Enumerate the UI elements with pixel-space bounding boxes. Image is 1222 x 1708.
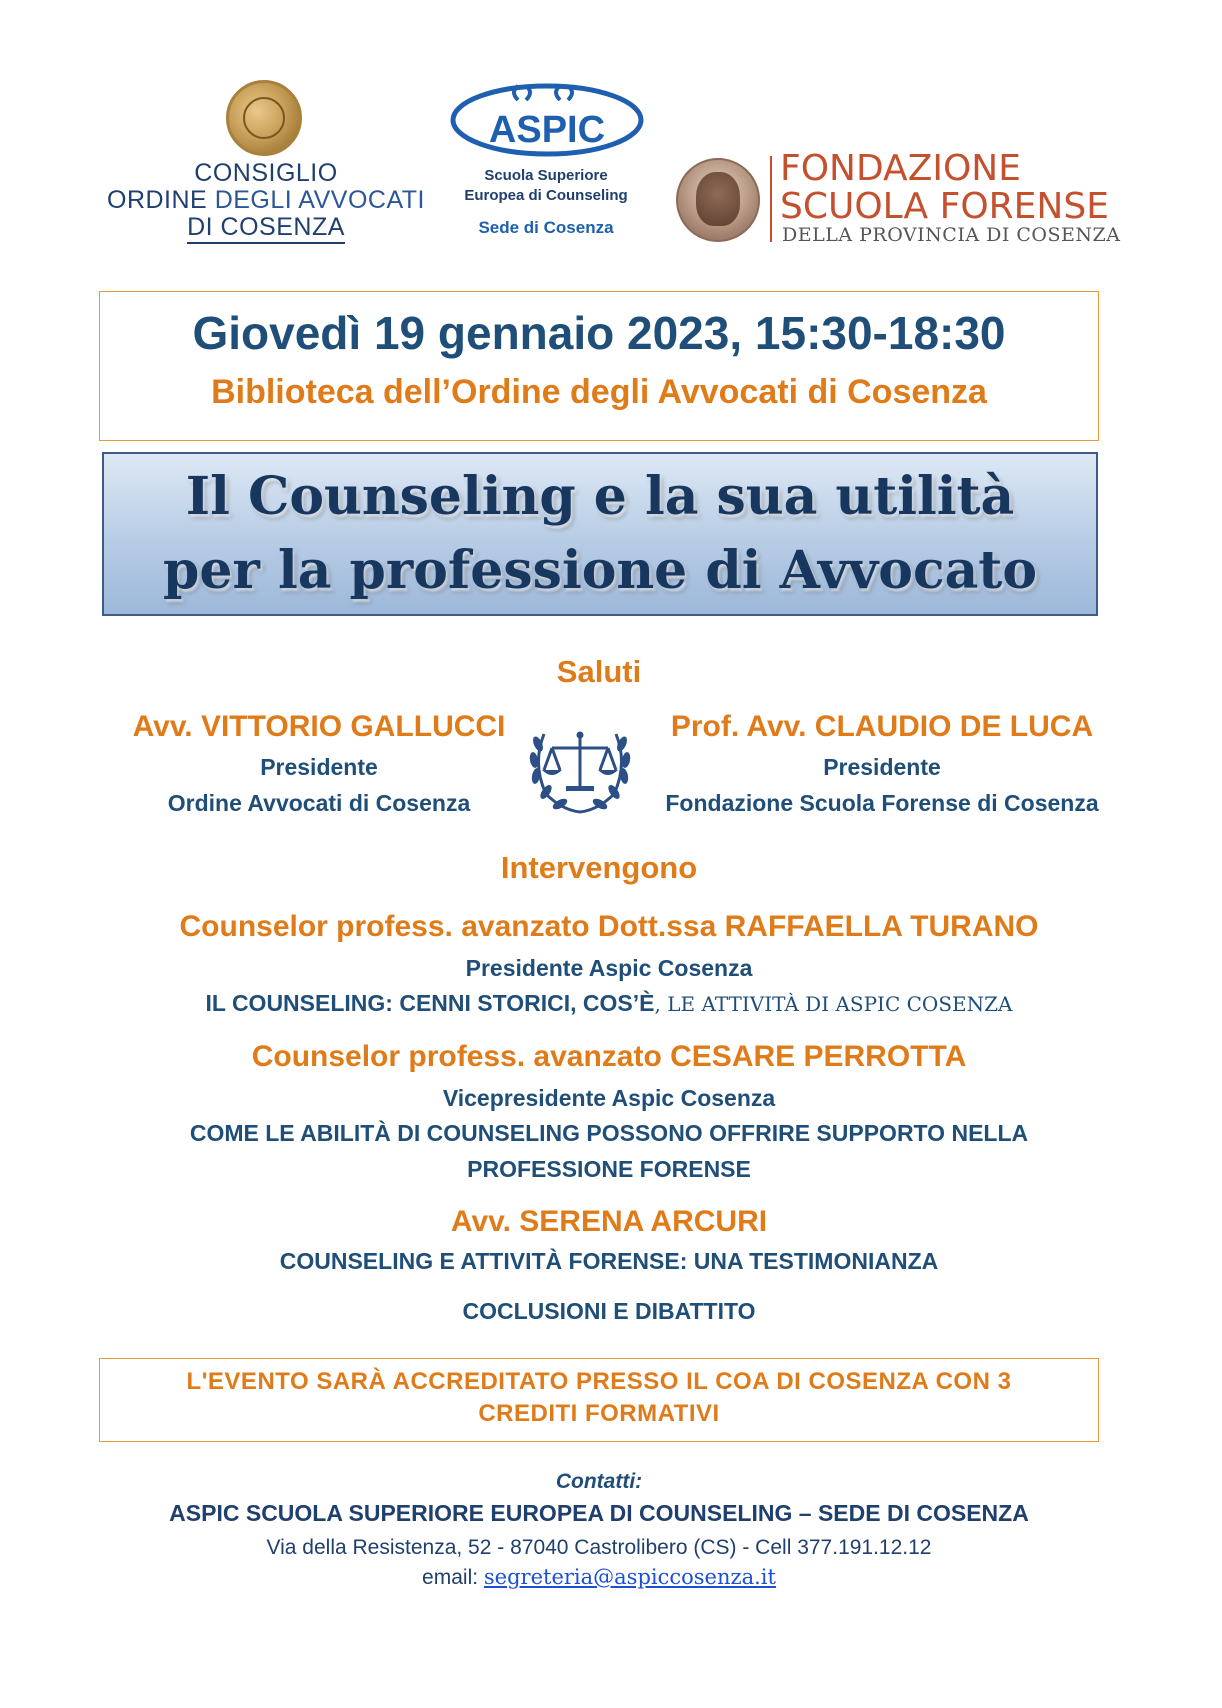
speaker1-name: Counselor profess. avanzato Dott.ssa RAFFAELLA TURANO [179,910,1039,943]
fondazione-seal-portrait [696,172,740,226]
speaker1-role: Presidente Aspic Cosenza [465,955,753,981]
event-title-line1: Il Counseling e la sua utilità [185,466,1015,527]
coa-line3-text: DI COSENZA [187,214,345,244]
intervengono-heading: Intervengono [500,850,698,885]
coa-line3 [96,214,436,244]
coa-line1: CONSIGLIO [194,159,338,187]
fondazione-line3: DELLA PROVINCIA DI COSENZA [782,224,1121,246]
speaker1-topic-b: , LE ATTIVITÀ DI ASPIC COSENZA [654,992,1013,1016]
aspic-sub2: Europea di Counseling [464,187,628,204]
speaker2-name: Counselor profess. avanzato CESARE PERROTTA [251,1040,967,1073]
speaker1-topic-a: IL COUNSELING: CENNI STORICI, COS’È [205,990,655,1016]
event-title-line2: per la professione di Avvocato [163,540,1037,601]
event-venue: Biblioteca dell’Ordine degli Avvocati di Cosenza [211,373,987,411]
credits-line1: L'EVENTO SARÀ ACCREDITATO PRESSO IL COA DI COSENZA CON 3 [186,1368,1012,1395]
contacts-email-label: email: [422,1566,484,1589]
speaker2-topic-line1: COME LE ABILITÀ DI COUNSELING POSSONO OFFRIRE SUPPORTO NELLA [189,1120,1029,1146]
coa-logo-text [96,160,436,244]
aspic-subtitle [446,166,646,206]
saluti-heading: Saluti [556,654,642,689]
speaker3-name: Avv. SERENA ARCURI [450,1205,768,1238]
saluti-right-role: Presidente [823,754,941,780]
saluti-left-role: Presidente [260,754,378,780]
credits-line2: CREDITI FORMATIVI [478,1400,720,1427]
contacts-org: ASPIC SCUOLA SUPERIORE EUROPEA DI COUNSELING – SEDE DI COSENZA [169,1500,1029,1526]
speaker1-topic [99,990,1119,1017]
event-date: Giovedì 19 gennaio 2023, 15:30-18:30 [192,307,1006,359]
coa-line2 [96,187,436,214]
fondazione-line2: SCUOLA FORENSE [780,186,1109,227]
speaker2-topic-line2: PROFESSIONE FORENSE [467,1156,751,1182]
coa-seal-emblem [243,97,285,139]
saluti-left-org: Ordine Avvocati di Cosenza [167,790,471,816]
aspic-sede: Sede di Cosenza [478,218,614,237]
saluti-left-name: Avv. VITTORIO GALLUCCI [132,710,506,743]
fondazione-divider [770,156,772,242]
contacts-email-link[interactable]: segreteria@aspiccosenza.it [483,1565,776,1589]
aspic-sub1: Scuola Superiore [484,167,608,184]
coa-line2-a: ORDINE [107,186,215,214]
fondazione-seal-logo [676,158,760,242]
speaker3-topic: COUNSELING E ATTIVITÀ FORENSE: UNA TESTIMONIANZA [279,1248,939,1274]
coa-seal-logo [226,80,302,156]
speaker2-role: Vicepresidente Aspic Cosenza [442,1085,776,1111]
aspic-logo [448,82,646,162]
coa-line2-b: DEGLI AVVOCATI [214,186,425,214]
scales-of-justice-icon [522,714,638,818]
closing-line: COCLUSIONI E DIBATTITO [462,1298,756,1324]
aspic-logo-name: ASPIC [488,109,606,151]
fondazione-line1: FONDAZIONE [780,148,1021,189]
contacts-email-line [99,1565,1099,1590]
saluti-right-org: Fondazione Scuola Forense di Cosenza [665,790,1099,816]
contacts-address: Via della Resistenza, 52 - 87040 Castrolibero (CS) - Cell 377.191.12.12 [266,1536,932,1559]
saluti-right-name: Prof. Avv. CLAUDIO DE LUCA [670,710,1094,743]
contacts-heading: Contatti: [555,1470,643,1493]
